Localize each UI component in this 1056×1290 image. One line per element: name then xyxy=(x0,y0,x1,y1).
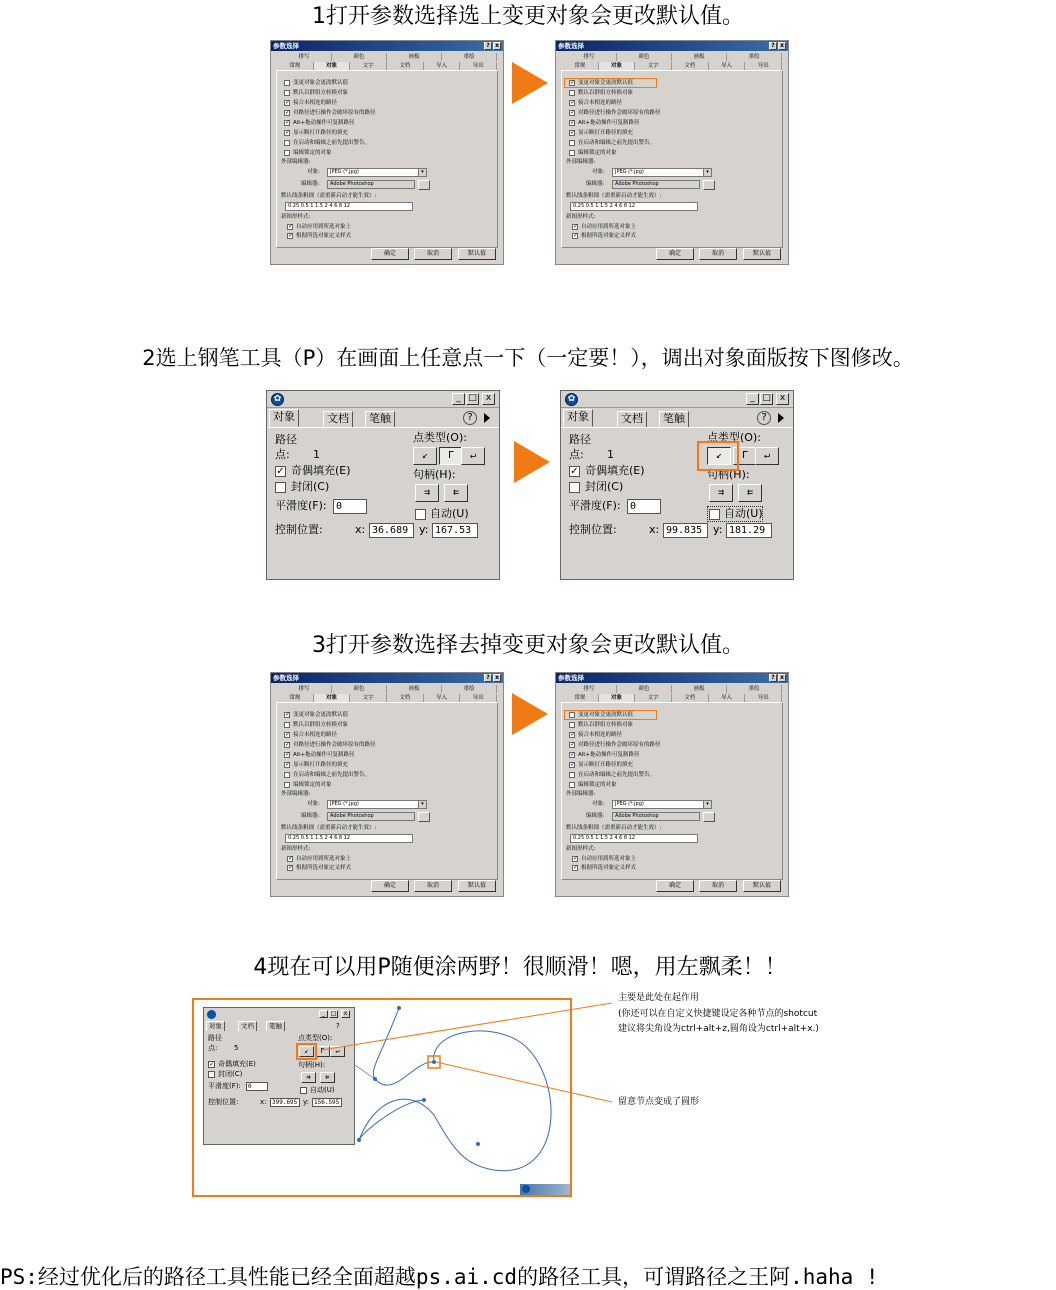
point-type-button-1[interactable]: Γ xyxy=(733,447,757,465)
tab-3[interactable]: 文档 xyxy=(672,62,709,70)
option-label: 在启动和编辑之前先提出警告。 xyxy=(578,772,656,778)
option-label: 编辑锁定的对象 xyxy=(293,782,332,788)
line-widths-value: 0.25 0.5 1 1.5 2 4 6 8 12 xyxy=(573,835,636,841)
maximize-button[interactable]: □ xyxy=(466,393,479,405)
checkbox[interactable]: ✓ xyxy=(573,864,579,871)
editor-value: Adobe Photoshop xyxy=(330,813,374,819)
option-label: 默认以群组方转换对象 xyxy=(578,90,634,96)
x-label: x: xyxy=(260,1098,267,1106)
control-position-label: 控制位置: xyxy=(208,1098,239,1106)
handles-label: 句柄(H): xyxy=(298,1061,326,1069)
external-editors-label: 外部编辑器: xyxy=(566,159,596,165)
editor-value: Adobe Photoshop xyxy=(330,181,374,187)
tab-1[interactable]: 颜色 xyxy=(617,685,672,693)
checkbox[interactable]: ✓ xyxy=(285,751,291,758)
point-type-button-0[interactable]: ↙ xyxy=(299,1046,314,1057)
evenodd-checkbox[interactable]: ✓ xyxy=(209,1061,215,1068)
minimize-button[interactable]: _ xyxy=(452,393,465,405)
points-label: 点: xyxy=(208,1044,218,1052)
handle-button-0[interactable]: ⇉ xyxy=(301,1072,316,1083)
x-field[interactable]: 99.835 xyxy=(663,523,708,538)
checkbox[interactable]: ✓ xyxy=(573,855,579,862)
smoothness-field[interactable]: 0 xyxy=(246,1082,268,1091)
smoothness-field[interactable]: 0 xyxy=(627,499,661,514)
auto-label: 自动(U) xyxy=(430,507,469,520)
point-type-button-0[interactable]: ↙ xyxy=(413,447,437,465)
auto-label: 自动(U) xyxy=(310,1086,335,1094)
option-label: 默认以群组方转换对象 xyxy=(293,722,349,728)
dialog-title: 参数选择 xyxy=(558,42,584,50)
tab-2[interactable]: 画板 xyxy=(672,685,727,693)
checkbox[interactable]: ✓ xyxy=(285,119,291,126)
x-field[interactable]: 36.689 xyxy=(369,523,414,538)
ok-button[interactable]: 确定 xyxy=(656,248,694,260)
tab-3[interactable]: 重绘 xyxy=(442,685,497,693)
note-detail-1: (你还可以在自定义快捷键设定各种节点的shotcut xyxy=(618,1009,818,1019)
leader-line-main xyxy=(322,1003,612,1050)
y-field[interactable]: 167.53 xyxy=(432,523,478,538)
tab-4[interactable]: 导入 xyxy=(424,62,461,70)
app-logo-icon: ✿ xyxy=(565,393,578,406)
new-style-label: 新图形样式: xyxy=(281,846,311,852)
line-widths-label: 默认线条粗细（需重新启动才能生效）: xyxy=(281,193,377,199)
chevron-down-icon: ▾ xyxy=(418,801,426,808)
tab-0[interactable]: 常规 xyxy=(562,62,599,70)
style-option-label: 自动应用到所选对象上 xyxy=(581,856,637,862)
tab-2[interactable]: 画板 xyxy=(387,53,442,61)
step2-heading: 2选上钢笔工具（P）在画面上任意点一下（一定要！），调出对象面版按下图修改。 xyxy=(142,346,914,370)
point-type-button-2[interactable]: ↵ xyxy=(330,1046,345,1057)
points-value: 1 xyxy=(313,448,320,461)
point-type-button-0[interactable]: ↙ xyxy=(707,447,731,465)
style-option-label: 根据所选对象定义样式 xyxy=(581,865,637,871)
tab-0[interactable]: 排写 xyxy=(562,685,617,693)
line-widths-value: 0.25 0.5 1 1.5 2 4 6 8 12 xyxy=(288,203,351,209)
help-icon[interactable]: ? xyxy=(336,1022,340,1030)
tab-object[interactable]: 对象 xyxy=(269,409,299,427)
checkbox[interactable]: ✓ xyxy=(573,232,579,239)
option-label: 接合未相连的路径 xyxy=(578,100,623,106)
tab-2[interactable]: 画板 xyxy=(672,53,727,61)
option-label: Alt+拖动操作可复制路径 xyxy=(293,120,355,126)
ok-button[interactable]: 确定 xyxy=(371,880,409,892)
path-label: 路径 xyxy=(275,433,297,446)
x-label: x: xyxy=(355,523,366,536)
tab-5[interactable]: 导出 xyxy=(745,694,782,702)
checkbox[interactable]: ✓ xyxy=(285,741,291,748)
tab-2[interactable]: 文字 xyxy=(350,62,387,70)
tab-0[interactable]: 排写 xyxy=(277,53,332,61)
default-button[interactable]: 默认值 xyxy=(743,880,781,892)
editor-label: 编辑器: xyxy=(301,181,320,187)
tab-2[interactable]: 画板 xyxy=(387,685,442,693)
help-button[interactable]: ? xyxy=(769,42,777,50)
handle-button-0[interactable]: ⇉ xyxy=(709,484,733,502)
tab-0[interactable]: 常规 xyxy=(562,694,599,702)
step1-heading: 1打开参数选择选上变更对象会更改默认值。 xyxy=(312,4,744,29)
points-value: 5 xyxy=(234,1044,239,1052)
evenodd-checkbox[interactable]: ✓ xyxy=(570,466,579,477)
close-button[interactable]: x xyxy=(482,393,495,405)
option-label: 显示断打开路径的填充 xyxy=(578,762,634,768)
tab-document[interactable]: 文档 xyxy=(617,411,647,427)
point-type-label: 点类型(O): xyxy=(707,431,761,444)
tab-document[interactable]: 文档 xyxy=(238,1021,257,1031)
checkbox[interactable]: ✓ xyxy=(285,731,291,738)
minimize-button[interactable]: _ xyxy=(746,393,759,405)
tab-stroke[interactable]: 笔触 xyxy=(659,411,689,427)
leader-line-node xyxy=(436,1062,612,1102)
tab-object[interactable]: 对象 xyxy=(206,1021,225,1031)
dialog-title: 参数选择 xyxy=(558,674,584,682)
external-editors-label: 外部编辑器: xyxy=(281,791,311,797)
default-button[interactable]: 默认值 xyxy=(458,880,496,892)
object-label: 对象: xyxy=(592,169,605,175)
option-label: 在启动和编辑之前先提出警告。 xyxy=(293,772,371,778)
tab-0[interactable]: 排写 xyxy=(277,685,332,693)
external-editors-label: 外部编辑器: xyxy=(566,791,596,797)
footer-note: PS:经过优化后的路径工具性能已经全面超越ps.ai.cd的路径工具，可谓路径之王阿.haha ! xyxy=(0,1265,879,1289)
editor-label: 编辑器: xyxy=(301,813,320,819)
style-option-label: 自动应用到所选对象上 xyxy=(296,224,352,230)
tab-4[interactable]: 导入 xyxy=(709,694,746,702)
tab-3[interactable]: 文档 xyxy=(387,694,424,702)
option-label: 变更对象会更改默认值 xyxy=(578,712,634,718)
y-label: y: xyxy=(303,1098,309,1106)
option-label: 变更对象会更改默认值 xyxy=(578,80,634,86)
editor-value: Adobe Photoshop xyxy=(615,813,659,819)
note-main: 主要是此处在起作用 xyxy=(618,993,700,1003)
option-label: 默认以群组方转换对象 xyxy=(293,90,349,96)
handles-label: 句柄(H): xyxy=(707,468,750,481)
tab-stroke[interactable]: 笔触 xyxy=(365,411,395,427)
handle-button-0[interactable]: ⇉ xyxy=(415,484,439,502)
note-detail-2: 建议将尖角设为ctrl+alt+z,圆角设为ctrl+alt+x.) xyxy=(618,1024,819,1034)
tab-3[interactable]: 重绘 xyxy=(727,53,782,61)
y-label: y: xyxy=(713,523,723,536)
ok-button[interactable]: 确定 xyxy=(371,248,409,260)
checkbox[interactable]: ✓ xyxy=(285,761,291,768)
style-option-label: 根据所选对象定义样式 xyxy=(296,233,352,239)
tab-2[interactable]: 文字 xyxy=(350,694,387,702)
chevron-down-icon: ▾ xyxy=(703,801,711,808)
handle-button-1[interactable]: ⇇ xyxy=(444,484,468,502)
option-label: 对路径进行操作会破坏原有的路径 xyxy=(293,110,376,116)
option-label: Alt+拖动操作可复制路径 xyxy=(578,120,640,126)
tab-stroke[interactable]: 笔触 xyxy=(266,1021,285,1031)
checkbox[interactable]: ✓ xyxy=(570,761,576,768)
line-widths-label: 默认线条粗细（需重新启动才能生效）: xyxy=(566,193,662,199)
tab-1[interactable]: 对象 xyxy=(599,62,636,70)
x-label: x: xyxy=(649,523,660,536)
maximize-button[interactable]: □ xyxy=(330,1010,337,1017)
checkbox[interactable]: ✓ xyxy=(285,129,291,136)
checkbox[interactable]: ✓ xyxy=(288,232,294,239)
help-button[interactable]: ? xyxy=(484,42,492,50)
option-label: 编辑锁定的对象 xyxy=(293,150,332,156)
style-option-label: 根据所选对象定义样式 xyxy=(581,233,637,239)
control-position-label: 控制位置: xyxy=(275,523,323,536)
checkbox[interactable]: ✓ xyxy=(570,109,576,116)
maximize-button[interactable]: □ xyxy=(760,393,773,405)
close-button[interactable]: x xyxy=(341,1010,350,1018)
tab-object[interactable]: 对象 xyxy=(563,409,593,427)
chevron-down-icon: ▾ xyxy=(418,169,426,176)
smoothness-field[interactable]: 0 xyxy=(333,499,367,514)
tab-2[interactable]: 文字 xyxy=(635,694,672,702)
checkbox[interactable]: ✓ xyxy=(573,223,579,230)
evenodd-label: 奇偶填充(E) xyxy=(585,464,645,477)
option-label: 对路径进行操作会破坏原有的路径 xyxy=(293,742,376,748)
object-label: 对象: xyxy=(307,169,320,175)
object-label: 对象: xyxy=(307,801,320,807)
tab-1[interactable]: 颜色 xyxy=(332,53,387,61)
chevron-down-icon: ▾ xyxy=(703,169,711,176)
new-style-label: 新图形样式: xyxy=(566,214,596,220)
y-field[interactable]: 181.29 xyxy=(726,523,772,538)
evenodd-label: 奇偶填充(E) xyxy=(291,464,351,477)
object-select-value: JPEG (*.jpg) xyxy=(330,169,359,175)
object-select-value: JPEG (*.jpg) xyxy=(615,169,644,175)
checkbox[interactable]: ✓ xyxy=(570,129,576,136)
checkbox[interactable]: ✓ xyxy=(288,855,294,862)
closed-label: 封闭(C) xyxy=(291,480,330,493)
close-button[interactable]: x xyxy=(778,674,786,682)
option-label: 接合未相连的路径 xyxy=(293,732,338,738)
dialog-title: 参数选择 xyxy=(273,674,299,682)
checkbox[interactable]: ✓ xyxy=(570,741,576,748)
checkbox[interactable]: ✓ xyxy=(570,751,576,758)
ok-button[interactable]: 确定 xyxy=(656,880,694,892)
evenodd-label: 奇偶填充(E) xyxy=(218,1060,256,1068)
editor-label: 编辑器: xyxy=(586,813,605,819)
option-label: 对路径进行操作会破坏原有的路径 xyxy=(578,110,661,116)
help-icon[interactable]: ? xyxy=(463,411,477,425)
points-label: 点: xyxy=(275,448,290,461)
option-label: 编辑锁定的对象 xyxy=(578,150,617,156)
option-label: 对路径进行操作会破坏原有的路径 xyxy=(578,742,661,748)
default-button[interactable]: 默认值 xyxy=(458,248,496,260)
handle-button-1[interactable]: ⇇ xyxy=(738,484,762,502)
handles-label: 句柄(H): xyxy=(413,468,456,481)
tab-3[interactable]: 重绘 xyxy=(442,53,497,61)
tab-1[interactable]: 对象 xyxy=(314,694,351,702)
y-field[interactable]: 156.595 xyxy=(312,1098,342,1107)
tab-0[interactable]: 排写 xyxy=(562,53,617,61)
object-select-value: JPEG (*.jpg) xyxy=(330,801,359,807)
checkbox[interactable]: ✓ xyxy=(570,731,576,738)
point-type-label: 点类型(O): xyxy=(298,1034,333,1042)
dialog-title: 参数选择 xyxy=(273,42,299,50)
tab-1[interactable]: 对象 xyxy=(599,694,636,702)
tab-0[interactable]: 常规 xyxy=(277,62,314,70)
new-style-label: 新图形样式: xyxy=(281,214,311,220)
style-option-label: 自动应用到所选对象上 xyxy=(581,224,637,230)
checkbox[interactable]: ✓ xyxy=(288,864,294,871)
points-value: 1 xyxy=(607,448,614,461)
point-type-label: 点类型(O): xyxy=(413,431,467,444)
point-type-button-2[interactable]: ↵ xyxy=(461,447,485,465)
help-button[interactable]: ? xyxy=(484,674,492,682)
tab-3[interactable]: 重绘 xyxy=(727,685,782,693)
style-option-label: 根据所选对象定义样式 xyxy=(296,865,352,871)
step3-heading: 3打开参数选择去掉变更对象会更改默认值。 xyxy=(312,633,744,658)
points-label: 点: xyxy=(569,448,584,461)
smoothness-label: 平滑度(F): xyxy=(208,1082,241,1090)
point-type-button-1[interactable]: Γ xyxy=(315,1046,330,1057)
auto-label: 自动(U) xyxy=(724,507,763,520)
option-label: 显示断打开路径的填充 xyxy=(293,130,349,136)
app-logo-icon: ✿ xyxy=(271,393,284,406)
object-label: 对象: xyxy=(592,801,605,807)
line-widths-label: 默认线条粗细（需重新启动才能生效）: xyxy=(566,825,662,831)
checkbox[interactable]: ✓ xyxy=(285,99,291,106)
checkbox[interactable]: ✓ xyxy=(570,79,576,86)
tab-5[interactable]: 导出 xyxy=(460,694,497,702)
object-select-value: JPEG (*.jpg) xyxy=(615,801,644,807)
evenodd-checkbox[interactable]: ✓ xyxy=(276,466,285,477)
option-label: 在启动和编辑之前先提出警告。 xyxy=(293,140,371,146)
new-style-label: 新图形样式: xyxy=(566,846,596,852)
option-label: Alt+拖动操作可复制路径 xyxy=(578,752,640,758)
x-field[interactable]: 399.695 xyxy=(270,1098,300,1107)
closed-label: 封闭(C) xyxy=(218,1070,243,1078)
external-editors-label: 外部编辑器: xyxy=(281,159,311,165)
default-button[interactable]: 默认值 xyxy=(743,248,781,260)
tab-4[interactable]: 导入 xyxy=(709,62,746,70)
option-label: 接合未相连的路径 xyxy=(293,100,338,106)
y-label: y: xyxy=(419,523,429,536)
line-widths-value: 0.25 0.5 1 1.5 2 4 6 8 12 xyxy=(288,835,351,841)
tab-document[interactable]: 文档 xyxy=(323,411,353,427)
tab-2[interactable]: 文字 xyxy=(635,62,672,70)
style-option-label: 自动应用到所选对象上 xyxy=(296,856,352,862)
smoothness-label: 平滑度(F): xyxy=(569,499,621,512)
cancel-button[interactable]: 取消 xyxy=(414,880,452,892)
close-button[interactable]: x xyxy=(493,42,501,50)
path-label: 路径 xyxy=(208,1034,222,1042)
handle-button-1[interactable]: ⇇ xyxy=(320,1072,335,1083)
tab-1[interactable]: 对象 xyxy=(314,62,351,70)
option-label: 编辑锁定的对象 xyxy=(578,782,617,788)
help-icon[interactable]: ? xyxy=(757,411,771,425)
cancel-button[interactable]: 取消 xyxy=(699,248,737,260)
option-label: 在启动和编辑之前先提出警告。 xyxy=(578,140,656,146)
checkbox[interactable]: ✓ xyxy=(285,109,291,116)
line-widths-label: 默认线条粗细（需重新启动才能生效）: xyxy=(281,825,377,831)
editor-value: Adobe Photoshop xyxy=(615,181,659,187)
control-position-label: 控制位置: xyxy=(569,523,617,536)
tab-5[interactable]: 导出 xyxy=(745,62,782,70)
smoothness-label: 平滑度(F): xyxy=(275,499,327,512)
close-button[interactable]: x xyxy=(776,393,789,405)
editor-label: 编辑器: xyxy=(586,181,605,187)
closed-label: 封闭(C) xyxy=(585,480,624,493)
option-label: 接合未相连的路径 xyxy=(578,732,623,738)
help-button[interactable]: ? xyxy=(769,674,777,682)
point-type-button-1[interactable]: Γ xyxy=(439,447,463,465)
cancel-button[interactable]: 取消 xyxy=(699,880,737,892)
tab-5[interactable]: 导出 xyxy=(460,62,497,70)
point-type-button-2[interactable]: ↵ xyxy=(755,447,779,465)
tab-1[interactable]: 颜色 xyxy=(332,685,387,693)
path-label: 路径 xyxy=(569,433,591,446)
tab-3[interactable]: 文档 xyxy=(387,62,424,70)
tab-1[interactable]: 颜色 xyxy=(617,53,672,61)
tab-0[interactable]: 常规 xyxy=(277,694,314,702)
checkbox[interactable]: ✓ xyxy=(288,223,294,230)
line-widths-value: 0.25 0.5 1 1.5 2 4 6 8 12 xyxy=(573,203,636,209)
tab-3[interactable]: 文档 xyxy=(672,694,709,702)
minimize-button[interactable]: _ xyxy=(319,1010,328,1018)
checkbox[interactable]: ✓ xyxy=(285,711,291,718)
checkbox[interactable]: ✓ xyxy=(570,119,576,126)
checkbox[interactable]: ✓ xyxy=(570,99,576,106)
option-label: 默认以群组方转换对象 xyxy=(578,722,634,728)
step4-heading: 4现在可以用P随便涂两野！很顺滑！嗯，用左飘柔！！ xyxy=(253,955,787,980)
close-button[interactable]: x xyxy=(493,674,501,682)
option-label: 显示断打开路径的填充 xyxy=(293,762,349,768)
option-label: 显示断打开路径的填充 xyxy=(578,130,634,136)
cancel-button[interactable]: 取消 xyxy=(414,248,452,260)
option-label: 变更对象会更改默认值 xyxy=(293,712,349,718)
close-button[interactable]: x xyxy=(778,42,786,50)
option-label: Alt+拖动操作可复制路径 xyxy=(293,752,355,758)
option-label: 变更对象会更改默认值 xyxy=(293,80,349,86)
note-node: 留意节点变成了圆形 xyxy=(618,1097,700,1107)
tab-4[interactable]: 导入 xyxy=(424,694,461,702)
